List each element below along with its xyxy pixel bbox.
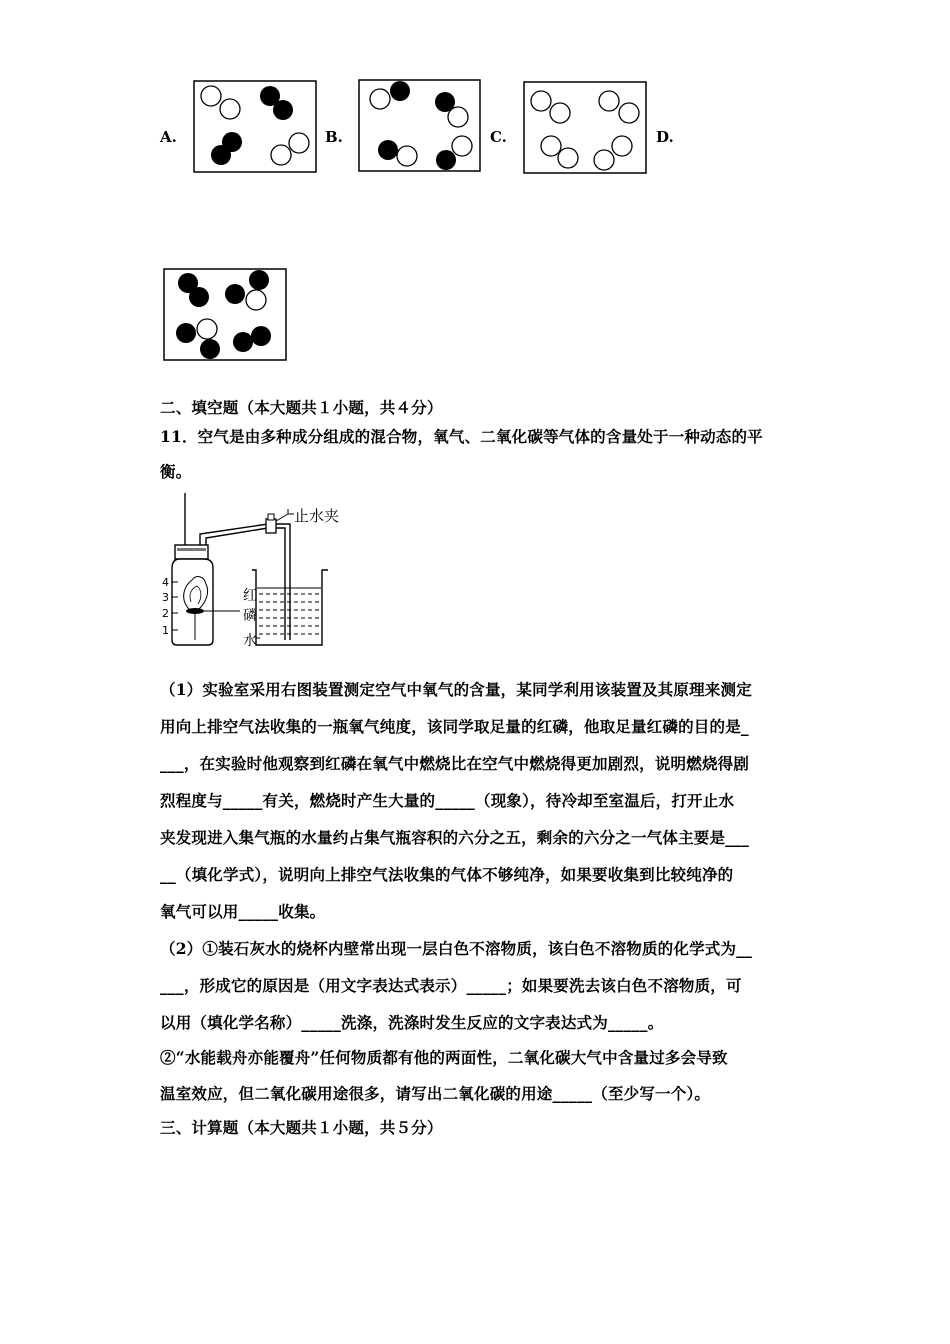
part1-line: （1）实验室采用右图装置测定空气中氧气的含量，某同学利用该装置及其原理来测定 [160,680,752,699]
option-b-diagram [358,79,481,172]
scale-mark-1: 1 [162,624,169,637]
water-label: 水 [243,633,257,649]
part1-line: __（填化学式），说明向上排空气法收集的气体不够纯净，如果要收集到比较纯净的 [160,865,734,884]
option-d-label: D. [656,128,674,146]
option-a-diagram [193,80,317,173]
part2-line: ②“水能载舟亦能覆舟”任何物质都有他的两面性，二氧化碳大气中含量过多会导致 [160,1048,728,1067]
clamp-label: 止水夹 [294,507,340,525]
option-c-label: C. [490,128,507,146]
phosphorus-label: 红磷 [243,588,257,624]
section3-heading: 三、计算题（本大题共１小题，共５分） [160,1118,443,1137]
part1-line: 用向上排空气法收集的一瓶氧气纯度，该同学取足量的红磷，他取足量红磷的目的是_ [160,717,749,736]
part1-line: 夹发现进入集气瓶的水量约占集气瓶容积的六分之五，剩余的六分之一气体主要是___ [160,828,750,847]
q11-stem-line2: 衡。 [160,462,192,481]
section2-heading: 二、填空题（本大题共１小题，共４分） [160,398,443,417]
part1-line: ___，在实验时他观察到红磷在氧气中燃烧比在空气中燃烧得更加剧烈，说明燃烧得剧 [160,754,750,773]
part2-line: （2）①装石灰水的烧杯内壁常出现一层白色不溶物质，该白色不溶物质的化学式为__ [160,939,753,958]
part1-line: 氧气可以用_____收集。 [160,902,326,921]
part2-line: 温室效应，但二氧化碳用途很多，请写出二氧化碳的用途_____（至少写一个）。 [160,1084,711,1103]
part2-line: ___，形成它的原因是（用文字表达式表示）_____；如果要洗去该白色不溶物质，可 [160,976,742,995]
scale-mark-2: 2 [162,607,169,620]
option-d-diagram [163,268,287,361]
scale-mark-4: 4 [162,576,169,589]
part1-line: 烈程度与_____有关，燃烧时产生大量的_____（现象），待冷却至室温后，打开止水 [160,791,735,810]
scale-mark-3: 3 [162,591,169,604]
q11-stem-line1: 11．空气是由多种成分组成的混合物，氧气、二氧化碳等气体的含量处于一种动态的平 [160,427,763,446]
option-c-diagram [523,81,647,174]
part2-line: 以用（填化学名称）_____洗涤，洗涤时发生反应的文字表达式为_____。 [160,1013,664,1032]
option-a-label: A. [160,128,177,146]
option-b-label: B. [325,128,343,146]
